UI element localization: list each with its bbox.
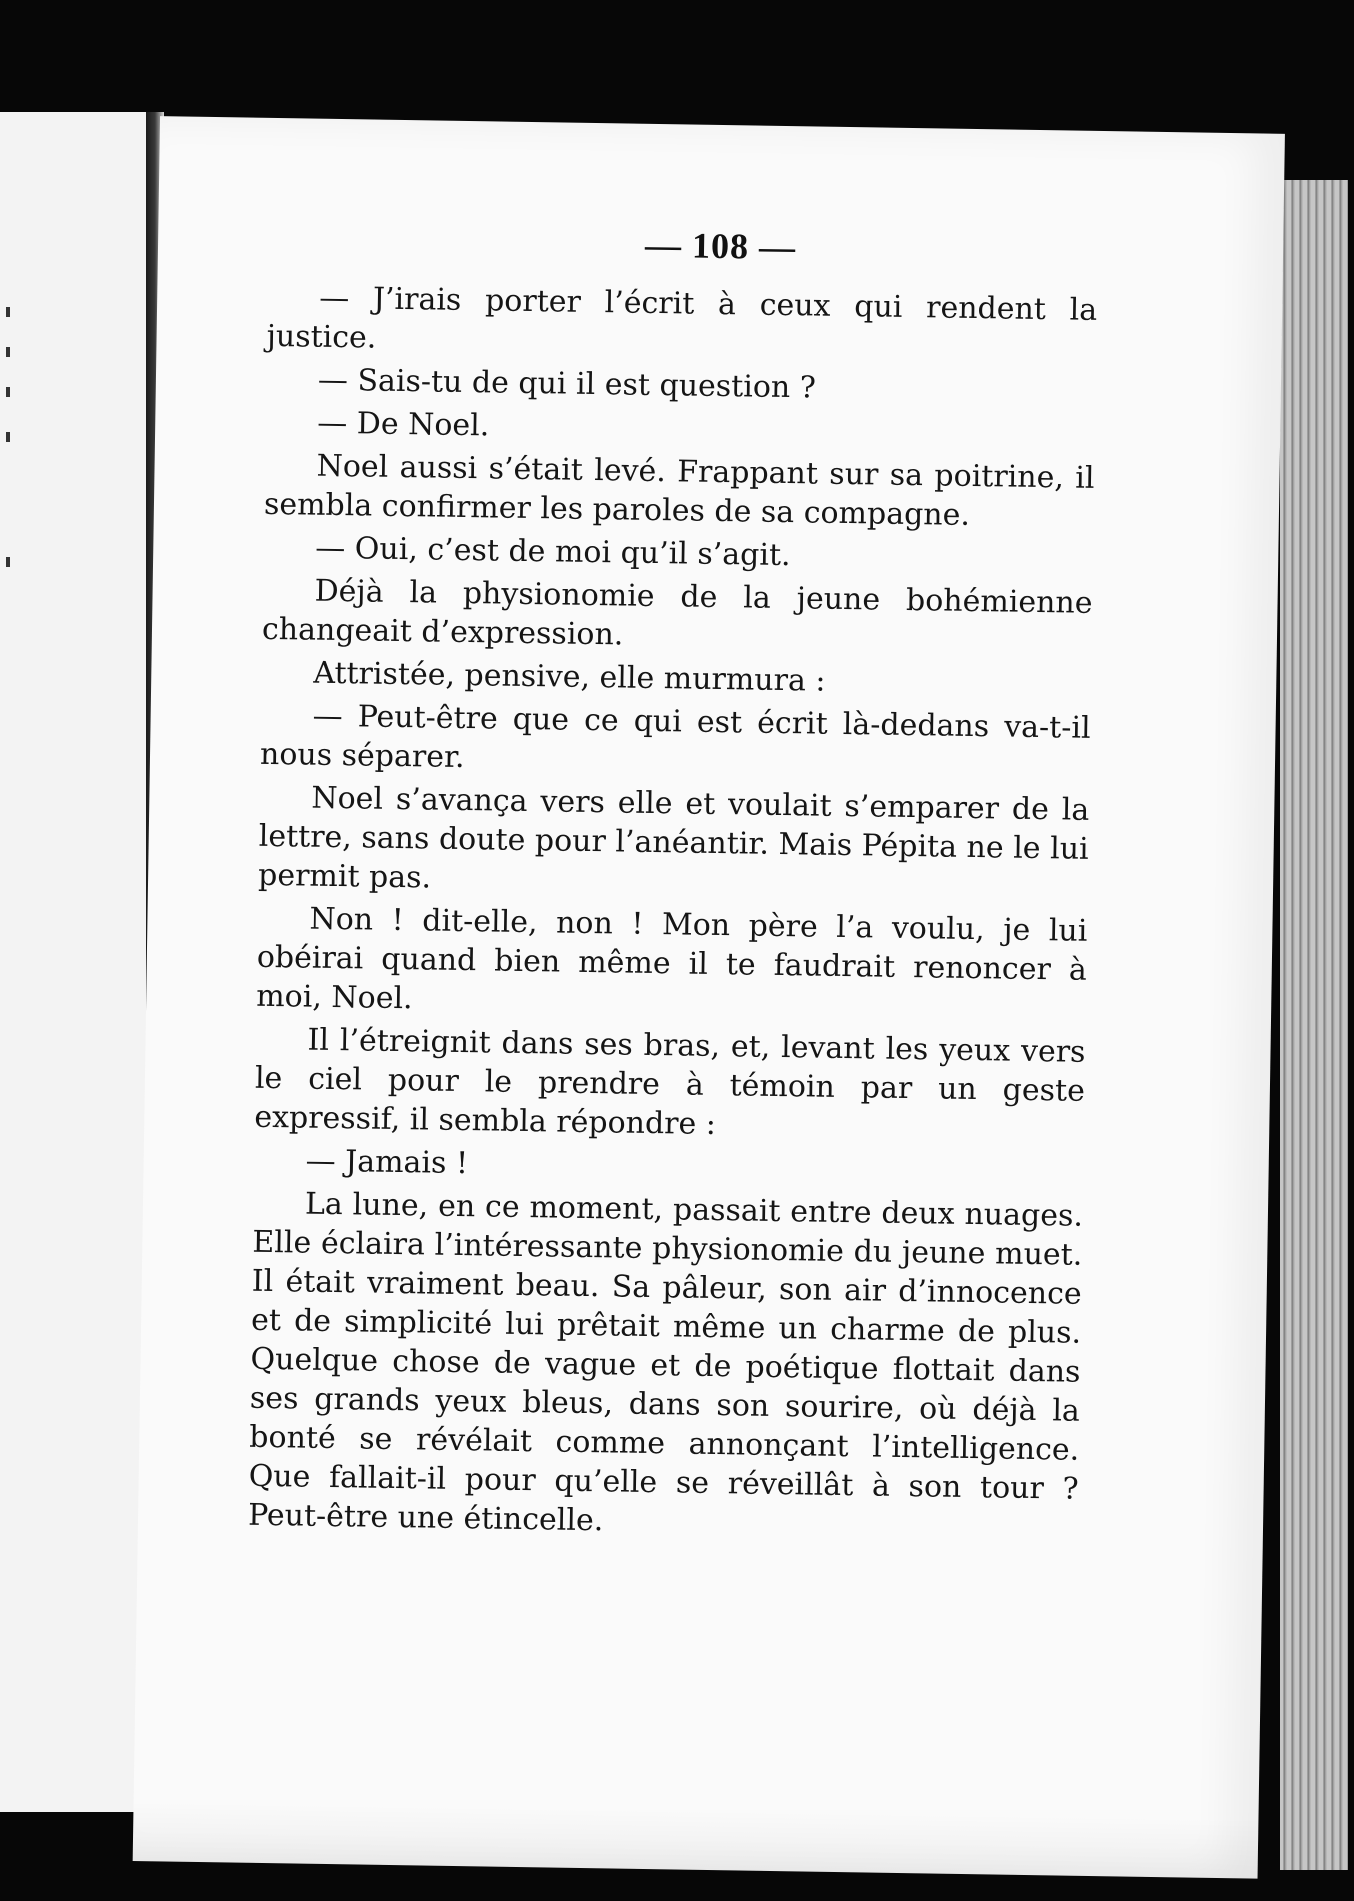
paragraph: Non ! dit-elle, non ! Mon père l’a voulu, je lui obéirai quand bien même il te faudrait renoncer à moi, Noel. (255, 901, 1088, 1017)
paragraph: — Oui, c’est de moi qu’il s’agit. (315, 530, 791, 574)
paragraph: Noel aussi s’était levé. Frappant sur sa poitrine, il sembla confirmer les paroles de sa compagne. (263, 448, 1095, 533)
paragraph: La lune, en ce moment, passait entre deux nuages. Elle éclaira l’intéressante physionomie du jeune muet. Il était vraiment beau. Sa pâleur, son air d’innocence et de simplicité lui prêtait même un charme de plus. Quelque chose de vague et de poétique flottait dans ses grands yeux bleus, dans son sourire, où déjà la bonté se révélait comme annonçant l’intelligence. Que fallait-il pour qu’elle se réveillât à son tour ? Peut-être une étincelle. (247, 1186, 1084, 1539)
page-body-text (248, 278, 1098, 1552)
left-page-edge (0, 112, 150, 1812)
paragraph: — J’irais porter l’écrit à ceux qui rendent la justice. (266, 280, 1098, 356)
paragraph: — Peut-être que ce qui est écrit là-dedans va-t-il nous séparer. (259, 698, 1091, 776)
paragraph: Noel s’avança vers elle et voulait s’emparer de la lettre, sans doute pour l’anéantir. Mais Pépita ne le lui permit pas. (257, 780, 1090, 896)
page-fore-edge (1280, 180, 1348, 1870)
page-shadow (133, 1801, 1259, 1879)
paragraph: — Jamais ! (305, 1143, 469, 1182)
paragraph: Déjà la physionomie de la jeune bohémienne changeait d’expression. (261, 573, 1093, 653)
page-number: — 108 — (644, 224, 797, 268)
paragraph: Il l’étreignit dans ses bras, et, levant les yeux vers le ciel pour le prendre à témoin par un geste expressif, il sembla répondre : (254, 1022, 1086, 1143)
paragraph: — De Noel. (316, 405, 490, 444)
paragraph: Attristée, pensive, elle murmura : (313, 655, 826, 699)
book-page (133, 116, 1285, 1878)
paragraph: — Sais-tu de qui il est question ? (317, 362, 817, 406)
